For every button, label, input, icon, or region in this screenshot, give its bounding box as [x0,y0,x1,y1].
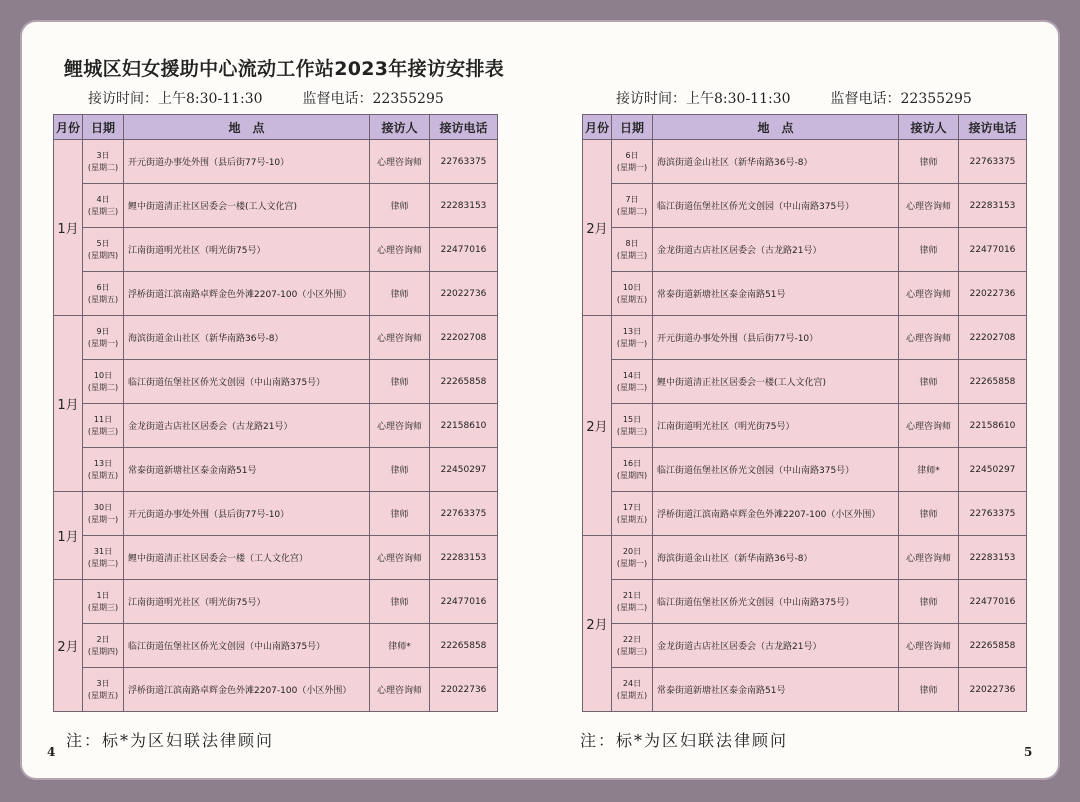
location-cell: 常泰街道新塘社区泰金南路51号 [124,448,370,492]
date-day: 8日 [625,238,639,248]
date-weekday: (星期五) [616,294,648,304]
date-weekday: (星期四) [616,470,648,480]
date-day: 11日 [93,414,113,424]
date-day: 22日 [622,634,642,644]
date-cell [612,140,653,184]
location-cell: 海滨街道金山社区（新华南路36号-8） [124,316,370,360]
date-weekday: (星期三) [616,426,648,436]
month-cell: 1月 [54,140,83,316]
date-cell [612,536,653,580]
month-cell: 1月 [54,492,83,580]
phone-cell: 22763375 [959,492,1027,536]
location-cell: 海滨街道金山社区（新华南路36号-8） [653,140,899,184]
header-phone: 接访电话 [959,115,1027,140]
phone-cell: 22477016 [430,228,498,272]
phone-cell: 22283153 [959,184,1027,228]
receptionist-cell: 律师* [899,448,959,492]
table-row [54,536,498,580]
receptionist-cell: 律师 [899,140,959,184]
phone-cell: 22202708 [959,316,1027,360]
date-day: 6日 [625,150,639,160]
date-weekday: (星期五) [87,294,119,304]
table-row [54,404,498,448]
date-cell [612,360,653,404]
date-cell [612,228,653,272]
date-day: 13日 [93,458,113,468]
header-date: 日期 [83,115,124,140]
date-day: 16日 [622,458,642,468]
location-cell: 金龙街道古店社区居委会（古龙路21号） [653,624,899,668]
receptionist-cell: 心理咨询师 [899,272,959,316]
receptionist-cell: 心理咨询师 [899,316,959,360]
date-day: 31日 [93,546,113,556]
date-day: 7日 [625,194,639,204]
date-day: 6日 [96,282,110,292]
date-weekday: (星期四) [87,646,119,656]
date-day: 24日 [622,678,642,688]
date-weekday: (星期三) [87,602,119,612]
table-row [54,184,498,228]
month-cell: 2月 [583,140,612,316]
location-cell: 金龙街道古店社区居委会（古龙路21号） [653,228,899,272]
date-weekday: (星期五) [87,470,119,480]
receptionist-cell: 心理咨询师 [370,668,430,712]
receptionist-cell: 心理咨询师 [370,404,430,448]
date-weekday: (星期一) [87,338,119,348]
phone-cell: 22158610 [959,404,1027,448]
table-header-row [583,115,1027,140]
table-row [583,448,1027,492]
date-day: 17日 [622,502,642,512]
page-number-right: 5 [1024,745,1033,759]
receptionist-cell: 律师 [370,580,430,624]
receptionist-cell: 心理咨询师 [899,536,959,580]
date-cell [612,272,653,316]
table-header-row [54,115,498,140]
date-day: 15日 [622,414,642,424]
table-row [54,624,498,668]
left-info-line [88,88,444,108]
table-row [54,316,498,360]
date-weekday: (星期二) [616,382,648,392]
receptionist-cell: 律师 [899,580,959,624]
date-cell [83,404,124,448]
table-row [583,184,1027,228]
date-cell [83,668,124,712]
location-cell: 开元街道办事处外围（县后街77号-10） [653,316,899,360]
header-location: 地 点 [653,115,899,140]
table-row [583,272,1027,316]
location-cell: 浮桥街道江滨南路卓辉金色外滩2207-100（小区外围） [124,668,370,712]
location-cell: 浮桥街道江滨南路卓辉金色外滩2207-100（小区外围） [653,492,899,536]
receptionist-cell: 律师 [370,360,430,404]
location-cell: 江南街道明光社区（明光街75号） [124,228,370,272]
date-cell [83,580,124,624]
right-schedule-table [582,114,1027,712]
table-row [54,448,498,492]
date-cell [83,316,124,360]
document-title: 鲤城区妇女援助中心流动工作站2023年接访安排表 [64,58,505,80]
location-cell: 临江街道伍堡社区侨光文创园（中山南路375号） [124,360,370,404]
phone-cell: 22158610 [430,404,498,448]
date-weekday: (星期三) [87,426,119,436]
receptionist-cell: 心理咨询师 [370,228,430,272]
date-cell [83,448,124,492]
date-weekday: (星期一) [616,558,648,568]
header-receptionist: 接访人 [370,115,430,140]
header-phone: 接访电话 [430,115,498,140]
date-day: 1日 [96,590,110,600]
month-cell: 2月 [583,536,612,712]
reception-time: 接访时间：上午8:30-11:30 [88,91,263,107]
date-weekday: (星期一) [616,162,648,172]
left-footnote: 注：标*为区妇联法律顾问 [66,731,275,750]
header-month: 月份 [54,115,83,140]
date-day: 10日 [622,282,642,292]
left-schedule-table [53,114,498,712]
date-cell [83,140,124,184]
phone-cell: 22265858 [430,360,498,404]
receptionist-cell: 律师 [370,184,430,228]
phone-cell: 22283153 [430,536,498,580]
date-cell [612,492,653,536]
date-cell [83,228,124,272]
table-row [583,492,1027,536]
date-cell [83,624,124,668]
receptionist-cell: 律师* [370,624,430,668]
date-cell [83,184,124,228]
date-weekday: (星期二) [87,382,119,392]
table-row [54,140,498,184]
date-day: 2日 [96,634,110,644]
location-cell: 江南街道明光社区（明光街75号） [653,404,899,448]
location-cell: 江南街道明光社区（明光街75号） [124,580,370,624]
date-cell [612,404,653,448]
date-weekday: (星期三) [616,250,648,260]
date-day: 13日 [622,326,642,336]
table-row [583,140,1027,184]
date-day: 30日 [93,502,113,512]
location-cell: 海滨街道金山社区（新华南路36号-8） [653,536,899,580]
date-weekday: (星期五) [87,690,119,700]
receptionist-cell: 律师 [899,228,959,272]
location-cell: 常泰街道新塘社区泰金南路51号 [653,668,899,712]
header-location: 地 点 [124,115,370,140]
date-cell [83,360,124,404]
date-cell [83,272,124,316]
page-number-left: 4 [47,745,56,759]
date-weekday: (星期一) [616,338,648,348]
table-row [54,492,498,536]
date-day: 21日 [622,590,642,600]
right-info-line [616,88,972,108]
phone-cell: 22477016 [959,580,1027,624]
receptionist-cell: 律师 [899,668,959,712]
receptionist-cell: 心理咨询师 [370,316,430,360]
date-weekday: (星期二) [87,558,119,568]
date-weekday: (星期三) [616,646,648,656]
date-day: 10日 [93,370,113,380]
header-date: 日期 [612,115,653,140]
table-row [583,668,1027,712]
table-row [583,536,1027,580]
date-cell [83,536,124,580]
phone-cell: 22022736 [430,272,498,316]
date-weekday: (星期五) [616,514,648,524]
receptionist-cell: 心理咨询师 [899,184,959,228]
date-weekday: (星期四) [87,250,119,260]
date-cell [612,184,653,228]
table-row [583,580,1027,624]
phone-cell: 22763375 [430,492,498,536]
phone-cell: 22265858 [430,624,498,668]
location-cell: 临江街道伍堡社区侨光文创园（中山南路375号） [653,448,899,492]
date-weekday: (星期三) [87,206,119,216]
receptionist-cell: 律师 [899,360,959,404]
date-day: 14日 [622,370,642,380]
date-weekday: (星期一) [87,514,119,524]
location-cell: 开元街道办事处外围（县后街77号-10） [124,492,370,536]
month-cell: 2月 [54,580,83,712]
date-cell [612,624,653,668]
phone-cell: 22283153 [430,184,498,228]
location-cell: 金龙街道古店社区居委会（古龙路21号） [124,404,370,448]
date-cell [83,492,124,536]
table-row [54,272,498,316]
phone-cell: 22763375 [959,140,1027,184]
date-weekday: (星期二) [616,206,648,216]
location-cell: 常泰街道新塘社区泰金南路51号 [653,272,899,316]
supervision-phone: 监督电话：22355295 [830,91,972,107]
table-row [54,228,498,272]
phone-cell: 22450297 [430,448,498,492]
receptionist-cell: 律师 [370,448,430,492]
table-row [54,668,498,712]
reception-time: 接访时间：上午8:30-11:30 [616,91,791,107]
date-day: 4日 [96,194,110,204]
phone-cell: 22022736 [430,668,498,712]
date-cell [612,580,653,624]
date-day: 5日 [96,238,110,248]
phone-cell: 22022736 [959,668,1027,712]
receptionist-cell: 心理咨询师 [370,536,430,580]
header-month: 月份 [583,115,612,140]
phone-cell: 22022736 [959,272,1027,316]
right-footnote: 注：标*为区妇联法律顾问 [580,731,789,750]
phone-cell: 22450297 [959,448,1027,492]
receptionist-cell: 律师 [370,492,430,536]
location-cell: 临江街道伍堡社区侨光文创园（中山南路375号） [653,184,899,228]
supervision-phone: 监督电话：22355295 [302,91,444,107]
table-row [54,580,498,624]
date-day: 9日 [96,326,110,336]
date-weekday: (星期二) [616,602,648,612]
location-cell: 临江街道伍堡社区侨光文创园（中山南路375号） [653,580,899,624]
table-row [583,404,1027,448]
date-day: 3日 [96,150,110,160]
month-cell: 1月 [54,316,83,492]
phone-cell: 22265858 [959,360,1027,404]
date-day: 3日 [96,678,110,688]
phone-cell: 22763375 [430,140,498,184]
receptionist-cell: 心理咨询师 [899,404,959,448]
header-receptionist: 接访人 [899,115,959,140]
receptionist-cell: 律师 [899,492,959,536]
table-row [54,360,498,404]
location-cell: 鲤中街道清正社区居委会一楼（工人文化宫） [124,536,370,580]
date-weekday: (星期五) [616,690,648,700]
table-row [583,624,1027,668]
phone-cell: 22477016 [430,580,498,624]
location-cell: 临江街道伍堡社区侨光文创园（中山南路375号） [124,624,370,668]
table-row [583,316,1027,360]
date-cell [612,316,653,360]
table-row [583,360,1027,404]
month-cell: 2月 [583,316,612,536]
date-day: 20日 [622,546,642,556]
location-cell: 鲤中街道清正社区居委会一楼(工人文化宫) [124,184,370,228]
phone-cell: 22265858 [959,624,1027,668]
phone-cell: 22202708 [430,316,498,360]
phone-cell: 22283153 [959,536,1027,580]
phone-cell: 22477016 [959,228,1027,272]
date-cell [612,448,653,492]
receptionist-cell: 心理咨询师 [899,624,959,668]
date-weekday: (星期二) [87,162,119,172]
table-row [583,228,1027,272]
location-cell: 开元街道办事处外围（县后街77号-10） [124,140,370,184]
location-cell: 浮桥街道江滨南路卓辉金色外滩2207-100（小区外围） [124,272,370,316]
receptionist-cell: 心理咨询师 [370,140,430,184]
receptionist-cell: 律师 [370,272,430,316]
date-cell [612,668,653,712]
location-cell: 鲤中街道清正社区居委会一楼(工人文化宫) [653,360,899,404]
